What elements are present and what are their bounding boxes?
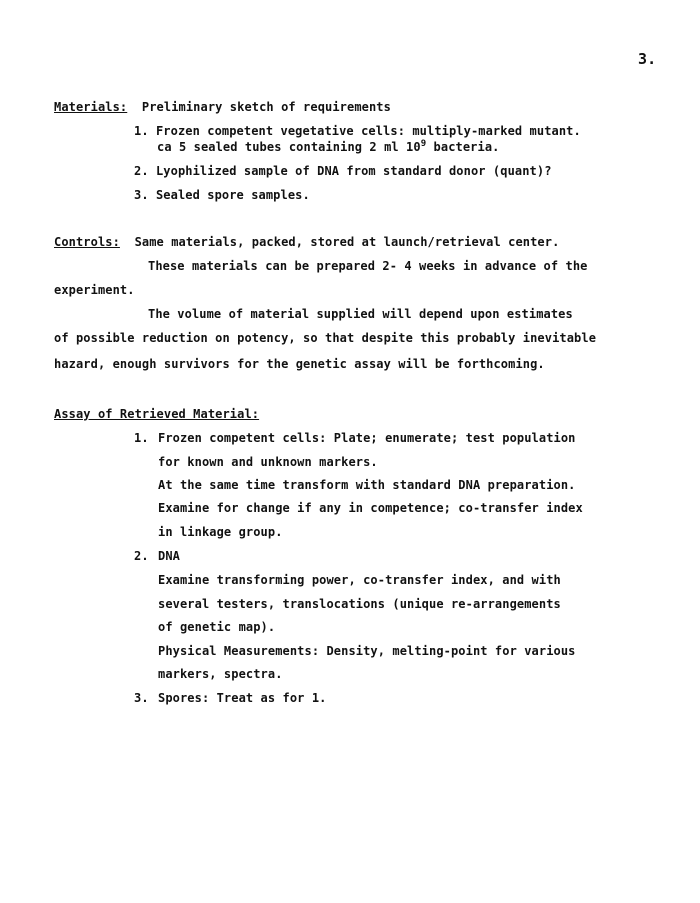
controls-line-6: hazard, enough survivors for the genetic assay will be forthcoming.	[54, 357, 545, 371]
controls-heading-line	[54, 234, 559, 250]
controls-heading: Controls:	[54, 235, 120, 249]
materials-item-1-line2-tail: bacteria.	[426, 140, 500, 154]
assay-item-2-num: 2.	[134, 549, 149, 563]
controls-line-5: of possible reduction on potency, so that despite this probably inevitable	[54, 331, 597, 345]
materials-item-1	[134, 123, 581, 139]
assay-item-2-line-2: Examine transforming power, co-transfer index, and with	[158, 573, 561, 587]
assay-item-2-line-1: DNA	[158, 549, 180, 563]
materials-item-2-text: Lyophilized sample of DNA from standard donor (quant)?	[155, 164, 552, 178]
page-number: 3.	[638, 50, 657, 68]
assay-item-1-line-3: At the same time transform with standard DNA preparation.	[158, 478, 576, 492]
assay-item-3-num: 3.	[134, 691, 149, 705]
materials-heading-line	[54, 99, 391, 115]
materials-item-2	[134, 163, 552, 179]
assay-item-2-line-3: several testers, translocations (unique re-arrangements	[158, 597, 561, 611]
assay-item-1-line-2: for known and unknown markers.	[158, 455, 378, 469]
assay-item-1-num: 1.	[134, 431, 149, 445]
controls-line-2: These materials can be prepared 2- 4 weeks in advance of the	[148, 259, 588, 273]
materials-item-1-line2	[157, 139, 499, 155]
controls-line-3: experiment.	[54, 283, 135, 297]
materials-heading: Materials:	[54, 100, 128, 114]
materials-item-3-text: Sealed spore samples.	[155, 188, 310, 202]
assay-item-1-line-5: in linkage group.	[158, 525, 283, 539]
controls-line-1: Same materials, packed, stored at launch/retrieval center.	[134, 235, 560, 249]
materials-item-1-text: Frozen competent vegetative cells: multiply-marked mutant.	[155, 124, 581, 138]
materials-item-1-exponent: 9	[420, 139, 427, 149]
assay-heading: Assay of Retrieved Material:	[54, 407, 260, 421]
materials-item-1-num: 1.	[134, 124, 149, 138]
controls-line-4: The volume of material supplied will depend upon estimates	[148, 307, 573, 321]
assay-item-3-line-1: Spores: Treat as for 1.	[158, 691, 327, 705]
materials-item-3-num: 3.	[134, 188, 149, 202]
materials-item-3	[134, 187, 310, 203]
assay-item-1-line-4: Examine for change if any in competence; co-transfer index	[158, 501, 583, 515]
materials-intro: Preliminary sketch of requirements	[141, 100, 391, 114]
assay-item-2-line-6: markers, spectra.	[158, 667, 283, 681]
assay-item-2-line-5: Physical Measurements: Density, melting-point for various	[158, 644, 576, 658]
materials-item-1-line2-text: ca 5 sealed tubes containing 2 ml 10	[157, 140, 421, 154]
assay-item-1-line-1: Frozen competent cells: Plate; enumerate; test population	[158, 431, 576, 445]
assay-item-2-line-4: of genetic map).	[158, 620, 276, 634]
materials-item-2-num: 2.	[134, 164, 149, 178]
